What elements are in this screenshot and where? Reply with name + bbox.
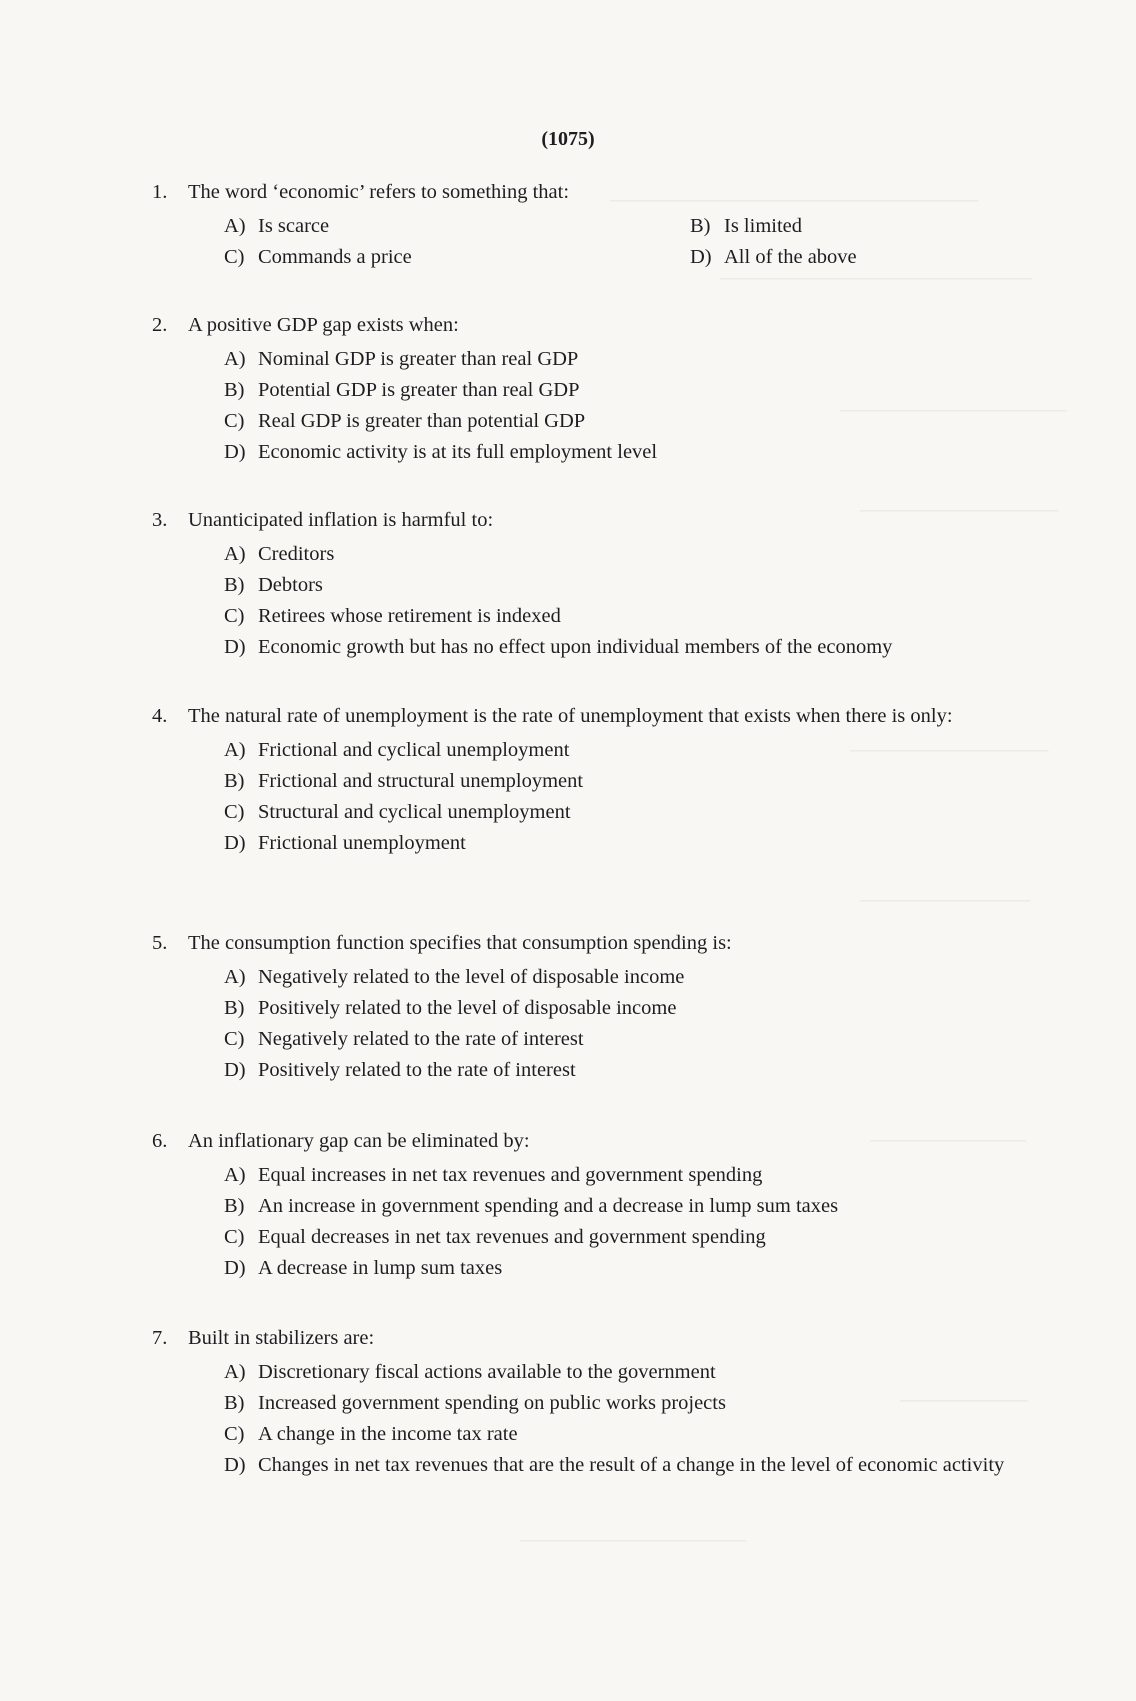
- option-c: [224, 1024, 1012, 1055]
- bleed-through-text: ──────────────────────: [720, 268, 1032, 290]
- option-text: Creditors: [258, 543, 335, 565]
- option-text: Structural and cyclical unemployment: [258, 801, 571, 823]
- option-text: Frictional and structural unemployment: [258, 770, 584, 792]
- question-text: A positive GDP gap exists when:: [188, 314, 459, 336]
- bleed-through-text: ────────────: [860, 890, 1031, 912]
- option-text: Equal decreases in net tax revenues and government spending: [258, 1226, 766, 1248]
- question-text: The consumption function specifies that consumption spending is:: [188, 932, 732, 954]
- option-c: [224, 797, 1012, 828]
- question-1: [152, 177, 1012, 273]
- option-text: Is limited: [724, 215, 803, 237]
- option-text: Positively related to the level of disposable income: [258, 997, 677, 1019]
- option-text: Increased government spending on public works projects: [258, 1392, 726, 1414]
- question-text: The word ‘economic’ refers to something that:: [188, 181, 570, 203]
- option-letter: C): [224, 1423, 245, 1445]
- question-number: 6.: [152, 1130, 168, 1152]
- option-letter: D): [224, 636, 246, 658]
- options-list: [224, 1160, 1012, 1284]
- question-text: The natural rate of unemployment is the rate of unemployment that exists when there is only:: [188, 705, 953, 727]
- option-letter: C): [224, 1028, 245, 1050]
- option-text: A change in the income tax rate: [258, 1423, 518, 1445]
- question-number: 7.: [152, 1327, 168, 1349]
- option-letter: B): [224, 1195, 245, 1217]
- question-text: Unanticipated inflation is harmful to:: [188, 509, 494, 531]
- option-text: Real GDP is greater than potential GDP: [258, 410, 586, 432]
- option-d: [224, 1055, 1012, 1086]
- option-letter: C): [224, 246, 245, 268]
- question-number: 3.: [152, 509, 168, 531]
- option-text: Nominal GDP is greater than real GDP: [258, 348, 579, 370]
- option-d: [224, 1253, 1012, 1284]
- bleed-through-text: ──────────────: [850, 740, 1049, 762]
- question-4: [152, 701, 1012, 859]
- option-d: [690, 242, 990, 273]
- option-letter: B): [224, 379, 245, 401]
- option-d: [224, 1450, 1012, 1481]
- option-text: Discretionary fiscal actions available to the government: [258, 1361, 716, 1383]
- option-letter: D): [224, 1059, 246, 1081]
- option-text: Equal increases in net tax revenues and government spending: [258, 1164, 763, 1186]
- question-2: [152, 310, 1012, 468]
- option-letter: B): [224, 574, 245, 596]
- option-letter: C): [224, 801, 245, 823]
- option-text: An increase in government spending and a decrease in lump sum taxes: [258, 1195, 839, 1217]
- option-text: Negatively related to the level of disposable income: [258, 966, 685, 988]
- bleed-through-text: ──────────────: [860, 500, 1059, 522]
- option-letter: B): [224, 997, 245, 1019]
- question-7: [152, 1323, 1012, 1481]
- option-c: [224, 1419, 1012, 1450]
- option-letter: D): [224, 832, 246, 854]
- question-number: 2.: [152, 314, 168, 336]
- question-5: [152, 928, 1012, 1086]
- bleed-through-text: ─────────: [900, 1390, 1028, 1412]
- option-text: Negatively related to the rate of interest: [258, 1028, 584, 1050]
- option-a: [224, 962, 1012, 993]
- options-list: [224, 962, 1012, 1086]
- options-list: [224, 1357, 1012, 1481]
- option-letter: D): [224, 1454, 246, 1476]
- options-list: [224, 344, 1012, 468]
- option-b: [690, 211, 990, 242]
- option-a: [224, 1357, 1012, 1388]
- question-text: Built in stabilizers are:: [188, 1327, 375, 1349]
- option-a: [224, 735, 1012, 766]
- option-c: [224, 406, 1012, 437]
- bleed-through-text: ────────────────: [840, 400, 1067, 422]
- option-a: [224, 344, 1012, 375]
- page-number: (1075): [541, 128, 595, 150]
- question-number: 4.: [152, 705, 168, 727]
- option-text: Economic activity is at its full employment level: [258, 441, 658, 463]
- option-letter: A): [224, 1164, 246, 1186]
- option-b: [224, 1191, 1012, 1222]
- option-b: [224, 570, 1012, 601]
- option-a: [224, 1160, 1012, 1191]
- option-c: [224, 601, 1012, 632]
- option-letter: C): [224, 410, 245, 432]
- option-b: [224, 1388, 1012, 1419]
- bleed-through-text: ───────────: [870, 1130, 1026, 1152]
- options-list: [224, 211, 1012, 273]
- option-b: [224, 766, 1012, 797]
- bleed-through-text: ──────────────────────────: [610, 190, 979, 212]
- option-text: Is scarce: [258, 215, 330, 237]
- options-list: [224, 735, 1012, 859]
- question-number: 5.: [152, 932, 168, 954]
- question-number: 1.: [152, 181, 168, 203]
- option-b: [224, 375, 1012, 406]
- option-text: Economic growth but has no effect upon individual members of the economy: [258, 636, 893, 658]
- question-3: [152, 505, 1012, 663]
- option-letter: C): [224, 605, 245, 627]
- option-letter: B): [690, 215, 711, 237]
- option-letter: A): [224, 215, 246, 237]
- option-letter: A): [224, 348, 246, 370]
- option-text: Potential GDP is greater than real GDP: [258, 379, 580, 401]
- options-list: [224, 539, 1012, 663]
- option-b: [224, 993, 1012, 1024]
- question-text: An inflationary gap can be eliminated by:: [188, 1130, 530, 1152]
- option-text: All of the above: [724, 246, 857, 268]
- option-text: Frictional unemployment: [258, 832, 466, 854]
- option-letter: B): [224, 1392, 245, 1414]
- option-text: A decrease in lump sum taxes: [258, 1257, 503, 1279]
- option-letter: A): [224, 739, 246, 761]
- option-text: Positively related to the rate of interest: [258, 1059, 576, 1081]
- option-a: [224, 539, 1012, 570]
- option-d: [224, 828, 1012, 859]
- option-a: [224, 211, 690, 242]
- option-text: Frictional and cyclical unemployment: [258, 739, 570, 761]
- question-6: [152, 1126, 1012, 1284]
- option-letter: D): [224, 441, 246, 463]
- option-letter: C): [224, 1226, 245, 1248]
- option-c: [224, 242, 690, 273]
- option-text: Debtors: [258, 574, 323, 596]
- option-d: [224, 437, 1012, 468]
- option-d: [224, 632, 1012, 663]
- option-text: Retirees whose retirement is indexed: [258, 605, 561, 627]
- bleed-through-text: ────────────────: [520, 1530, 747, 1552]
- option-letter: A): [224, 1361, 246, 1383]
- option-c: [224, 1222, 1012, 1253]
- option-text: Commands a price: [258, 246, 412, 268]
- option-letter: A): [224, 543, 246, 565]
- option-letter: D): [224, 1257, 246, 1279]
- option-letter: D): [690, 246, 712, 268]
- option-letter: B): [224, 770, 245, 792]
- option-text: Changes in net tax revenues that are the result of a change in the level of economic activity: [258, 1454, 1005, 1476]
- option-letter: A): [224, 966, 246, 988]
